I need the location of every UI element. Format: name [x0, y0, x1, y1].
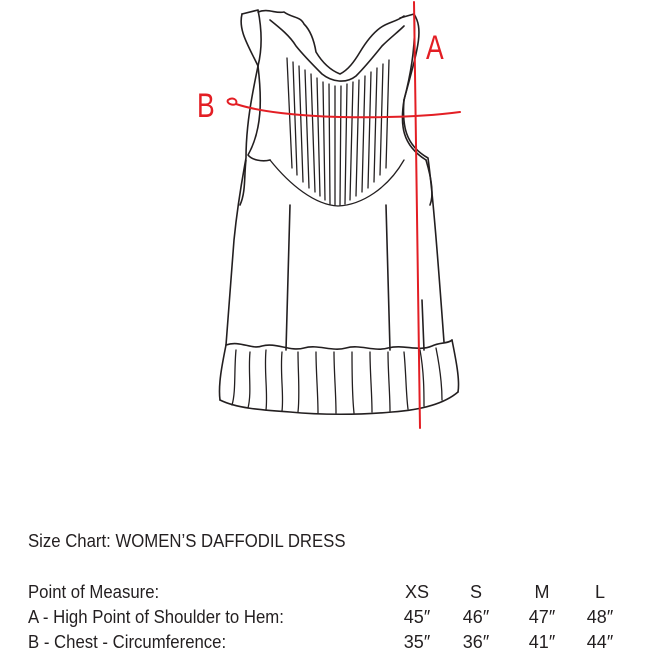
label-b: B: [197, 87, 215, 125]
header-size-m: M: [534, 582, 550, 602]
header-measure-label: Point of Measure:: [28, 582, 160, 602]
dress-left-shoulder: [241, 14, 258, 66]
measure-line-b: [228, 99, 460, 118]
size-chart-row-a: [28, 607, 638, 631]
skirt-seams: [286, 205, 390, 350]
size-chart-header-row: [28, 582, 638, 606]
header-size-s: S: [469, 582, 482, 602]
left-pocket: [240, 160, 246, 205]
row-a-value-s: 46″: [462, 607, 490, 627]
row-a-measure: A - High Point of Shoulder to Hem:: [28, 607, 284, 627]
size-chart-title: Size Chart: WOMEN’S DAFFODIL DRESS: [28, 531, 346, 551]
header-size-xs: XS: [404, 582, 429, 602]
size-chart-row-b: [28, 632, 638, 656]
row-b-value-m: 41″: [528, 632, 556, 652]
label-a: A: [426, 29, 444, 67]
row-b-value-s: 36″: [462, 632, 490, 652]
left-armhole: [248, 66, 270, 161]
header-size-l: L: [594, 582, 605, 602]
ruffle-collar: [258, 11, 404, 74]
hem-ruffle-folds: [232, 348, 442, 413]
row-b-value-xs: 35″: [403, 632, 431, 652]
dress-right-shoulder: [404, 14, 419, 100]
row-a-value-xs: 45″: [403, 607, 431, 627]
skirt-side-slit: [422, 300, 424, 350]
row-b-value-l: 44″: [586, 632, 614, 652]
row-a-value-l: 48″: [586, 607, 614, 627]
measure-line-a: [414, 2, 420, 428]
row-a-value-m: 47″: [528, 607, 556, 627]
row-b-measure: B - Chest - Circumference:: [28, 632, 227, 652]
hem-ruffle-bottom: [220, 392, 458, 414]
